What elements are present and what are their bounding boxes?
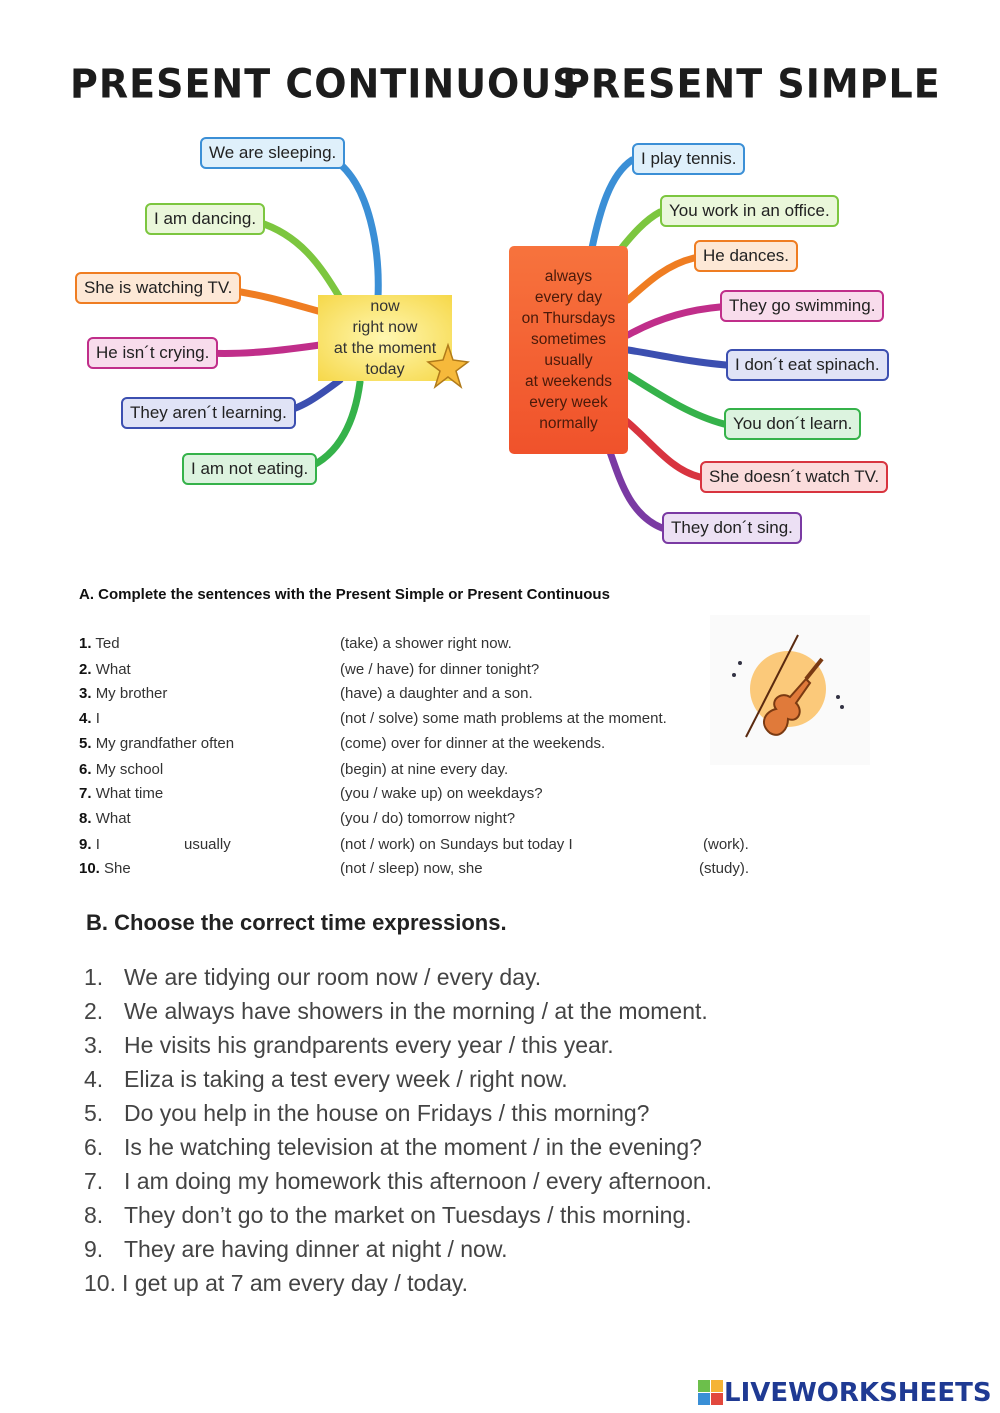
item-number: 9. xyxy=(79,836,92,853)
present-continuous-center xyxy=(318,295,452,381)
item-text: Do you help in the house on Fridays / this morning? xyxy=(124,1100,650,1126)
item-number: 2. xyxy=(84,998,104,1024)
exercise-b-row xyxy=(84,1270,468,1300)
ps-bubble: They don´t sing. xyxy=(662,512,802,544)
item-verb: (have) a daughter and a son. xyxy=(340,685,533,702)
item-number: 9. xyxy=(84,1236,104,1262)
item-subject: I xyxy=(95,836,100,853)
item-verb: (not / work) on Sundays but today I xyxy=(340,836,573,853)
exercise-b-row xyxy=(84,1134,702,1164)
item-verb: (you / do) tomorrow night? xyxy=(340,810,516,827)
item-end: (work). xyxy=(703,836,749,853)
exercise-a-row xyxy=(79,661,779,681)
exercise-a-row xyxy=(79,735,779,755)
item-number: 5. xyxy=(84,1100,104,1126)
exercise-b-row xyxy=(84,1236,508,1266)
title-present-continuous: PRESENT CONTINUOUS xyxy=(70,60,581,108)
ps-bubble: You work in an office. xyxy=(660,195,839,227)
item-subject: What xyxy=(95,810,131,827)
item-subject: My school xyxy=(95,761,164,778)
item-verb: (come) over for dinner at the weekends. xyxy=(340,735,606,752)
ps-center-line: normally xyxy=(539,415,598,432)
exercise-b-row xyxy=(84,1066,568,1096)
item-number: 7. xyxy=(84,1168,104,1194)
item-verb: (begin) at nine every day. xyxy=(340,761,509,778)
item-verb: (you / wake up) on weekdays? xyxy=(340,785,543,802)
item-subject: My brother xyxy=(95,685,168,702)
exercise-a-row xyxy=(79,710,779,730)
exercise-a-row xyxy=(79,761,779,781)
pc-bubble: I am dancing. xyxy=(145,203,265,235)
exercise-b-row xyxy=(84,1168,712,1198)
item-number: 4. xyxy=(84,1066,104,1092)
ps-center-line: every week xyxy=(529,394,608,411)
item-verb: (take) a shower right now. xyxy=(340,635,512,652)
item-number: 4. xyxy=(79,710,92,727)
item-number: 3. xyxy=(79,685,92,702)
item-verb: (not / sleep) now, she xyxy=(340,860,483,877)
exercise-b-row xyxy=(84,1100,649,1130)
exercise-a-row xyxy=(79,836,779,856)
ps-center-line: on Thursdays xyxy=(521,310,616,327)
exercise-a-row xyxy=(79,635,779,655)
item-number: 6. xyxy=(79,761,92,778)
item-text: We always have showers in the morning / at the moment. xyxy=(124,998,708,1024)
liveworksheets-logo-icon xyxy=(698,1380,724,1406)
item-verb: (not / solve) some math problems at the moment. xyxy=(340,710,667,727)
item-subject: What time xyxy=(95,785,164,802)
ps-bubble: I don´t eat spinach. xyxy=(726,349,889,381)
item-subject: She xyxy=(104,860,131,877)
ps-bubble: She doesn´t watch TV. xyxy=(700,461,888,493)
present-simple-center xyxy=(509,252,628,448)
exercise-b-row xyxy=(84,1032,614,1062)
ps-bubble: He dances. xyxy=(694,240,798,272)
item-verb: (we / have) for dinner tonight? xyxy=(340,661,540,678)
item-text: They don’t go to the market on Tuesdays / this morning. xyxy=(124,1202,692,1228)
title-present-simple: PRESENT SIMPLE xyxy=(562,60,941,108)
pc-bubble: They aren´t learning. xyxy=(121,397,296,429)
pc-bubble: She is watching TV. xyxy=(75,272,241,304)
pc-center-line: now xyxy=(370,298,400,315)
liveworksheets-logo[interactable] xyxy=(698,1378,992,1408)
item-text: I get up at 7 am every day / today. xyxy=(122,1270,469,1296)
ps-center-line: always xyxy=(544,268,593,285)
section-a-title: A. Complete the sentences with the Present Simple or Present Continuous xyxy=(79,586,610,603)
pc-center-line: at the moment xyxy=(333,340,437,357)
ps-center-line: at weekends xyxy=(524,373,613,390)
item-subject: Ted xyxy=(95,635,120,652)
item-number: 6. xyxy=(84,1134,104,1160)
pc-bubble: He isn´t crying. xyxy=(87,337,218,369)
exercise-b-row xyxy=(84,1202,692,1232)
item-number: 1. xyxy=(84,964,104,990)
item-number: 8. xyxy=(84,1202,104,1228)
item-number: 3. xyxy=(84,1032,104,1058)
ps-bubble: They go swimming. xyxy=(720,290,884,322)
pc-bubble: We are sleeping. xyxy=(200,137,345,169)
section-b-title: B. Choose the correct time expressions. xyxy=(86,910,507,935)
ps-center-line: usually xyxy=(544,352,593,369)
exercise-a-row xyxy=(79,785,779,805)
item-text: I am doing my homework this afternoon / every afternoon. xyxy=(124,1168,713,1194)
item-number: 10. xyxy=(79,860,100,877)
pc-bubble: I am not eating. xyxy=(182,453,317,485)
item-text: We are tidying our room now / every day. xyxy=(124,964,542,990)
exercise-b-row xyxy=(84,998,708,1028)
pc-center-line: today xyxy=(365,361,405,378)
ps-bubble: I play tennis. xyxy=(632,143,745,175)
item-extra-subject: usually xyxy=(184,836,231,853)
item-number: 8. xyxy=(79,810,92,827)
violin-icon xyxy=(710,615,870,765)
item-number: 7. xyxy=(79,785,92,802)
item-text: He visits his grandparents every year / this year. xyxy=(124,1032,614,1058)
item-subject: I xyxy=(95,710,100,727)
ps-center-line: sometimes xyxy=(531,331,606,348)
item-subject: My grandfather often xyxy=(95,735,235,752)
pc-center-line: right now xyxy=(352,319,418,336)
ps-center-line: every day xyxy=(534,289,603,306)
item-subject: What xyxy=(95,661,131,678)
item-end: (study). xyxy=(699,860,750,877)
item-text: Eliza is taking a test every week / right now. xyxy=(124,1066,568,1092)
ps-bubble: You don´t learn. xyxy=(724,408,861,440)
exercise-a-row xyxy=(79,685,779,705)
exercise-b-row xyxy=(84,964,541,994)
item-number: 5. xyxy=(79,735,92,752)
item-number: 2. xyxy=(79,661,92,678)
item-number: 1. xyxy=(79,635,92,652)
item-text: Is he watching television at the moment / in the evening? xyxy=(124,1134,702,1160)
item-text: They are having dinner at night / now. xyxy=(124,1236,508,1262)
exercise-a-row xyxy=(79,860,779,880)
item-number: 10. xyxy=(84,1270,116,1296)
logo-text: LIVEWORKSHEETS xyxy=(724,1378,992,1408)
exercise-a-row xyxy=(79,810,779,830)
